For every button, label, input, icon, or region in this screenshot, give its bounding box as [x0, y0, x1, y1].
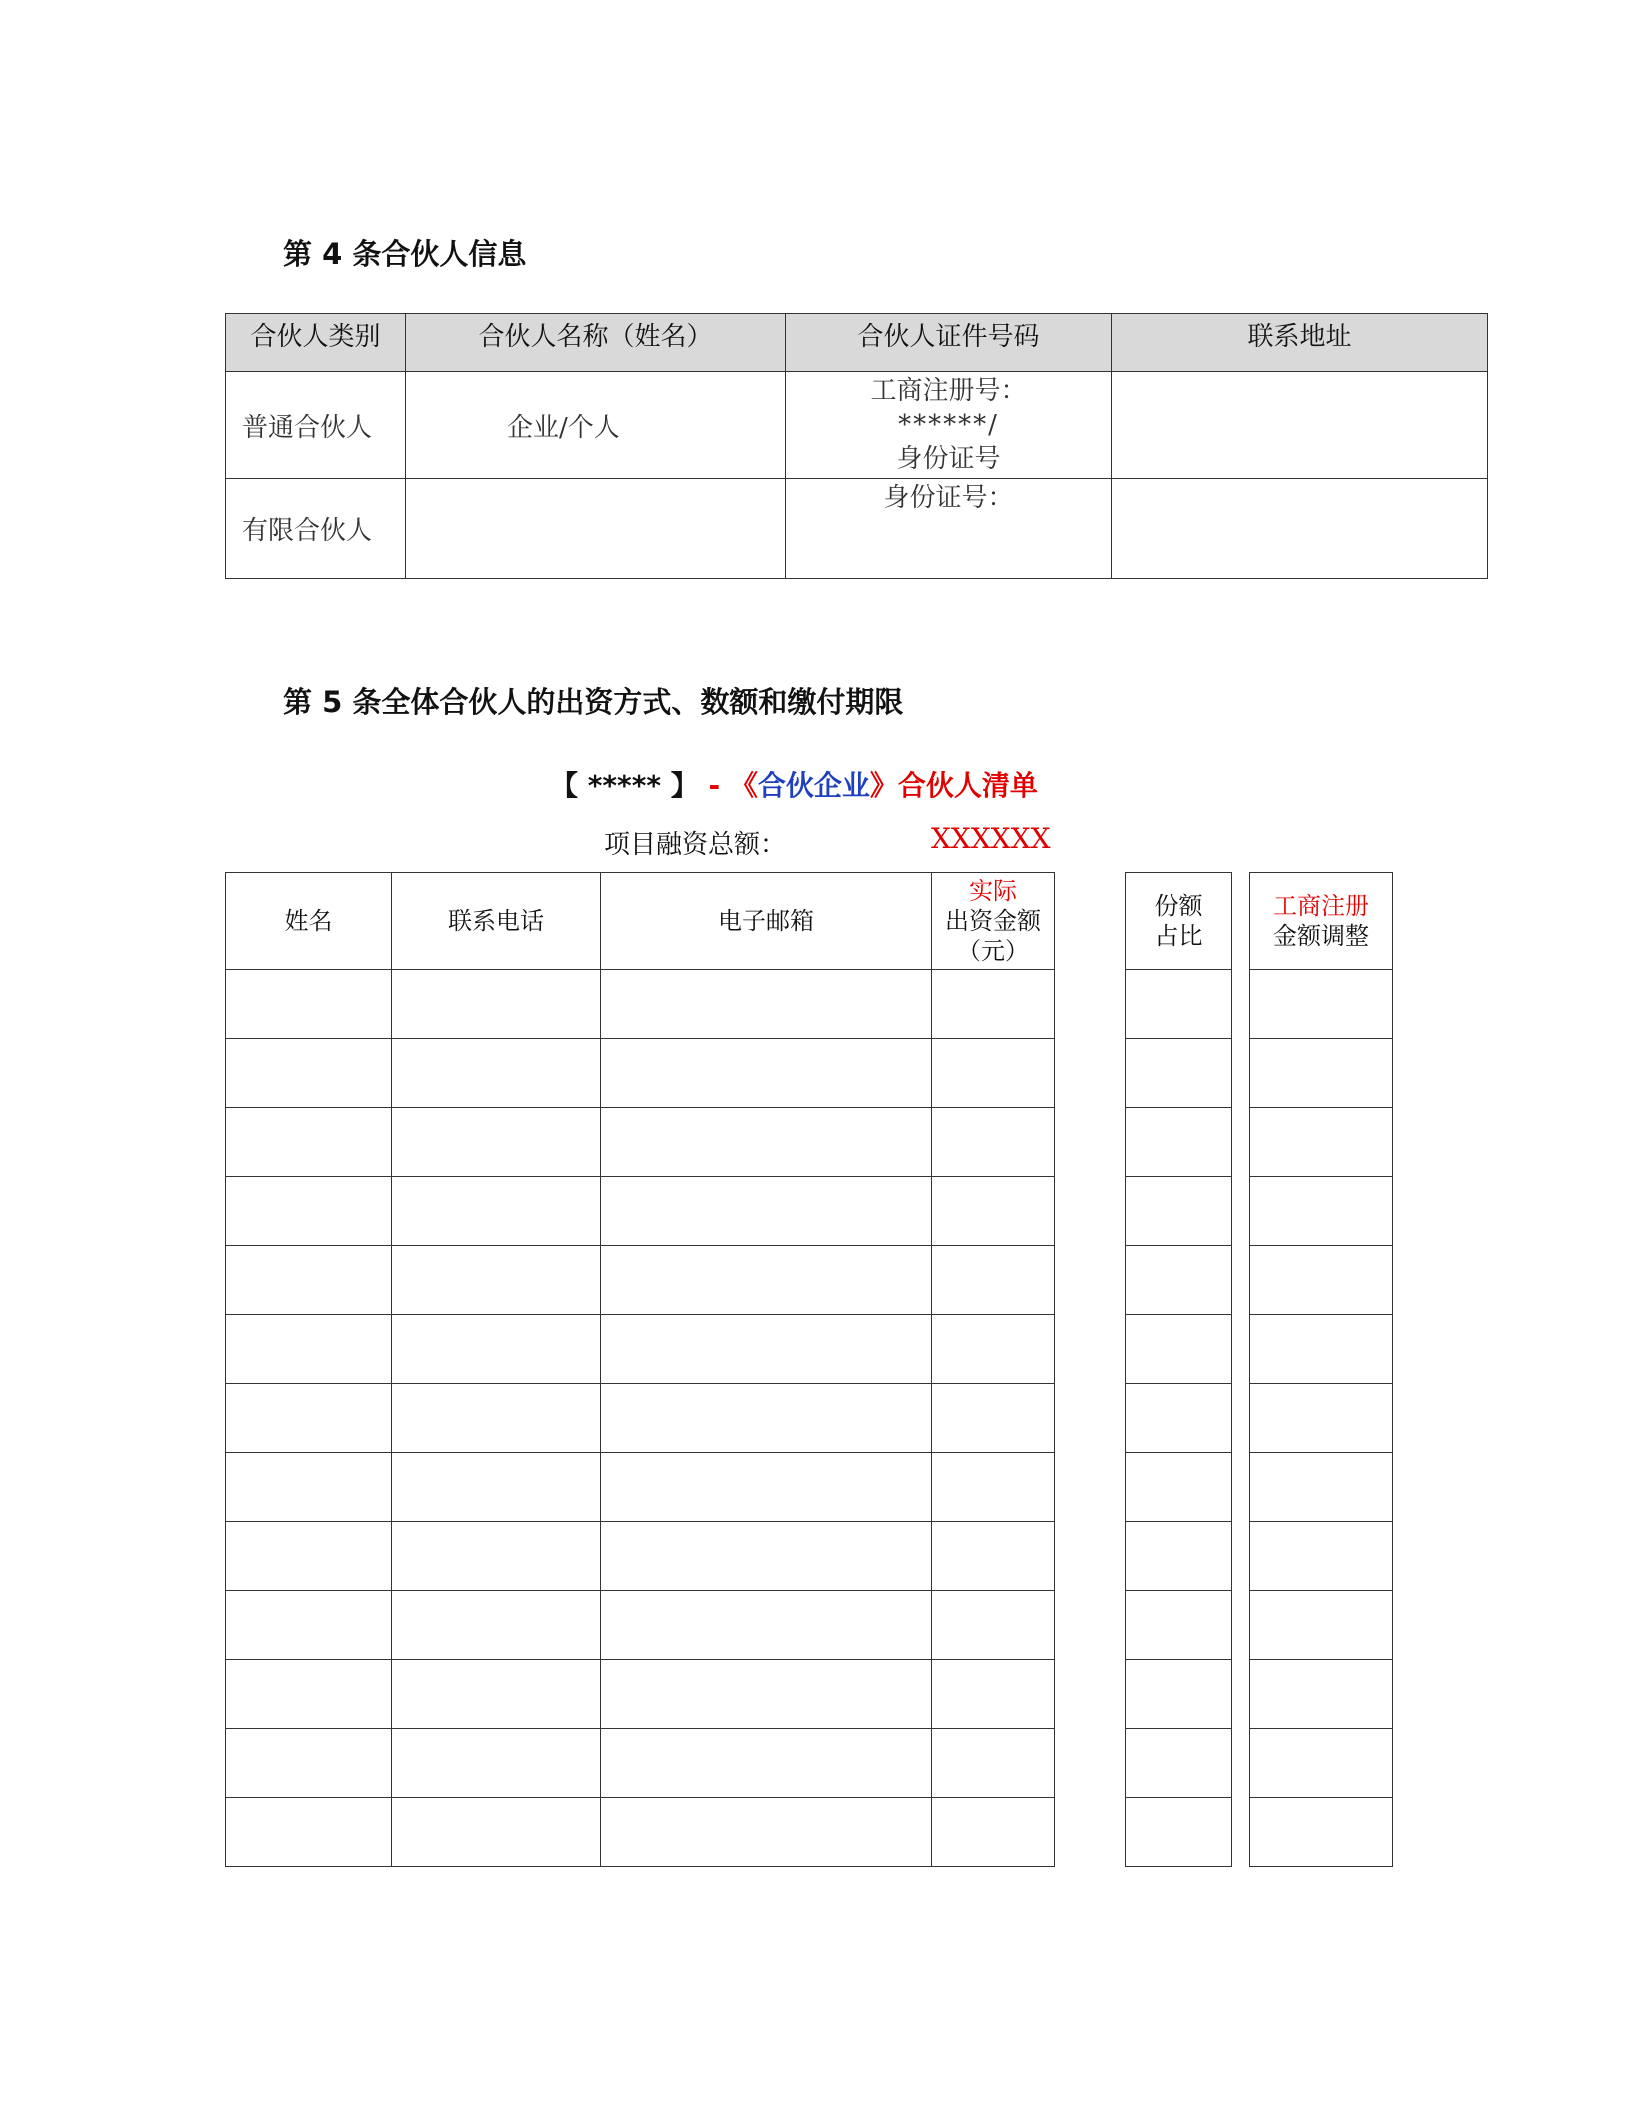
table-row [1250, 1384, 1393, 1453]
empty-cell [226, 1591, 392, 1660]
empty-cell [1126, 1039, 1232, 1108]
empty-cell [1126, 1729, 1232, 1798]
empty-cell [601, 1384, 932, 1453]
limited-partner-name [406, 479, 786, 579]
empty-cell [226, 1729, 392, 1798]
empty-cell [601, 1522, 932, 1591]
empty-cell [932, 1246, 1055, 1315]
empty-cell [1126, 1453, 1232, 1522]
registration-adjust-table [1249, 872, 1393, 1867]
adjust-header-red: 工商注册 [1273, 892, 1369, 920]
amount-header-actual: 实际 [969, 877, 1017, 905]
table-row [226, 1591, 1055, 1660]
empty-cell [601, 1660, 932, 1729]
partner-list-table [225, 872, 1055, 1867]
table-row [1250, 970, 1393, 1039]
id-line-id-card: 身份证号 [896, 444, 1001, 474]
empty-cell [226, 1108, 392, 1177]
amount-header-line2: 出资金额 [945, 907, 1041, 935]
empty-cell [1250, 1453, 1393, 1522]
table-row [1250, 1660, 1393, 1729]
empty-cell [932, 1177, 1055, 1246]
table-row [1126, 970, 1232, 1039]
empty-cell [601, 1039, 932, 1108]
col-email-header: 电子邮箱 [601, 873, 932, 970]
table-row [226, 1177, 1055, 1246]
financing-total-label: 项目融资总额： [604, 830, 787, 860]
empty-cell [226, 1660, 392, 1729]
title-enterprise: 合伙企业 [757, 769, 870, 802]
empty-cell [1250, 1591, 1393, 1660]
table-row [1126, 1591, 1232, 1660]
empty-cell [1126, 1246, 1232, 1315]
id-line-masked: ******/ [898, 410, 999, 440]
empty-cell [1250, 1660, 1393, 1729]
header-address: 联系地址 [1112, 314, 1488, 372]
empty-cell [1250, 1798, 1393, 1867]
title-bracket-open: 【 [550, 769, 579, 802]
empty-cell [1250, 1315, 1393, 1384]
empty-cell [392, 1591, 601, 1660]
table-row [1250, 1039, 1393, 1108]
empty-cell [392, 1246, 601, 1315]
table-row [1126, 1315, 1232, 1384]
empty-cell [932, 970, 1055, 1039]
empty-cell [601, 1591, 932, 1660]
table-row [226, 1522, 1055, 1591]
table-row [226, 1798, 1055, 1867]
share-ratio-table [1125, 872, 1232, 1867]
empty-cell [392, 1315, 601, 1384]
empty-cell [932, 1039, 1055, 1108]
share-header-row [1126, 873, 1232, 970]
table-row [226, 970, 1055, 1039]
table-row [1126, 1453, 1232, 1522]
general-partner-id [786, 372, 1112, 479]
id-line-registration: 工商注册号： [870, 376, 1027, 406]
empty-cell [392, 1522, 601, 1591]
empty-cell [601, 1246, 932, 1315]
section-5-heading: 第 5 条全体合伙人的出资方式、数额和缴付期限 [283, 685, 904, 719]
table-row [1126, 1729, 1232, 1798]
empty-cell [226, 1453, 392, 1522]
amount-header-line3: （元） [957, 937, 1029, 965]
empty-cell [601, 1177, 932, 1246]
empty-cell [1126, 970, 1232, 1039]
empty-cell [392, 1177, 601, 1246]
table-row [1250, 1315, 1393, 1384]
empty-cell [1126, 1315, 1232, 1384]
table-row [1250, 1798, 1393, 1867]
empty-cell [601, 1453, 932, 1522]
partner-list-title [550, 764, 1038, 804]
empty-cell [1126, 1384, 1232, 1453]
table-row [226, 1384, 1055, 1453]
title-bracket-close: 】 [670, 769, 699, 802]
header-category: 合伙人类别 [226, 314, 406, 372]
limited-partner-id: 身份证号： [786, 479, 1112, 579]
empty-cell [226, 1177, 392, 1246]
table-row [1250, 1108, 1393, 1177]
table-row [226, 479, 1488, 579]
title-quote-open: 《 [729, 769, 758, 802]
empty-cell [392, 1729, 601, 1798]
table-row [1250, 1453, 1393, 1522]
empty-cell [392, 1660, 601, 1729]
col-adjust-header [1250, 873, 1393, 970]
table-row [1250, 1729, 1393, 1798]
table-row [1126, 1798, 1232, 1867]
table-row [1126, 1384, 1232, 1453]
empty-cell [601, 1108, 932, 1177]
empty-cell [392, 1384, 601, 1453]
empty-cell [1250, 970, 1393, 1039]
table-row [1126, 1246, 1232, 1315]
section-4-heading: 第 4 条合伙人信息 [283, 237, 527, 271]
table-row [1250, 1522, 1393, 1591]
empty-cell [932, 1384, 1055, 1453]
empty-cell [226, 970, 392, 1039]
share-header-line1: 份额 [1154, 892, 1203, 920]
empty-cell [932, 1660, 1055, 1729]
empty-cell [392, 970, 601, 1039]
empty-cell [932, 1108, 1055, 1177]
header-id-number: 合伙人证件号码 [786, 314, 1112, 372]
table-row [226, 1108, 1055, 1177]
title-dash: - [708, 769, 721, 802]
empty-cell [392, 1798, 601, 1867]
table-row [226, 1729, 1055, 1798]
table-row [226, 1246, 1055, 1315]
table-row [226, 1660, 1055, 1729]
title-quote-close: 》 [869, 769, 898, 802]
table-row [226, 1315, 1055, 1384]
empty-cell [392, 1453, 601, 1522]
empty-cell [226, 1315, 392, 1384]
empty-cell [932, 1522, 1055, 1591]
table-row [1250, 1177, 1393, 1246]
empty-cell [226, 1246, 392, 1315]
table-row [1250, 1246, 1393, 1315]
empty-cell [932, 1315, 1055, 1384]
table-row [1126, 1039, 1232, 1108]
empty-cell [932, 1729, 1055, 1798]
empty-cell [601, 1315, 932, 1384]
empty-cell [1250, 1108, 1393, 1177]
empty-cell [1126, 1108, 1232, 1177]
col-phone-header: 联系电话 [392, 873, 601, 970]
empty-cell [226, 1384, 392, 1453]
table-row [1126, 1660, 1232, 1729]
col-name-header: 姓名 [226, 873, 392, 970]
empty-cell [392, 1108, 601, 1177]
empty-cell [1126, 1177, 1232, 1246]
partner-table-header-row [226, 314, 1488, 372]
empty-cell [1250, 1384, 1393, 1453]
partner-list-header-row [226, 873, 1055, 970]
header-name: 合伙人名称（姓名） [406, 314, 786, 372]
empty-cell [226, 1798, 392, 1867]
empty-cell [932, 1453, 1055, 1522]
adjust-header-row [1250, 873, 1393, 970]
empty-cell [1126, 1798, 1232, 1867]
table-row [1126, 1108, 1232, 1177]
table-row [226, 372, 1488, 479]
empty-cell [932, 1591, 1055, 1660]
table-row [1250, 1591, 1393, 1660]
limited-partner-address [1112, 479, 1488, 579]
empty-cell [1250, 1522, 1393, 1591]
empty-cell [601, 970, 932, 1039]
empty-cell [1126, 1591, 1232, 1660]
empty-cell [1250, 1039, 1393, 1108]
title-stars: ***** [587, 769, 661, 802]
adjust-header-line2: 金额调整 [1273, 922, 1369, 950]
financing-total-value: XXXXXX [931, 822, 1051, 855]
empty-cell [1126, 1522, 1232, 1591]
empty-cell [226, 1039, 392, 1108]
empty-cell [932, 1798, 1055, 1867]
col-amount-header [932, 873, 1055, 970]
table-row [1126, 1177, 1232, 1246]
empty-cell [226, 1522, 392, 1591]
table-row [1126, 1522, 1232, 1591]
empty-cell [1250, 1246, 1393, 1315]
share-header-line2: 占比 [1154, 922, 1203, 950]
empty-cell [601, 1729, 932, 1798]
empty-cell [1126, 1660, 1232, 1729]
general-partner-category: 普通合伙人 [226, 372, 406, 479]
col-share-header [1126, 873, 1232, 970]
empty-cell [1250, 1177, 1393, 1246]
partner-info-table [225, 313, 1488, 579]
general-partner-address [1112, 372, 1488, 479]
title-suffix: 合伙人清单 [897, 769, 1038, 802]
empty-cell [601, 1798, 932, 1867]
empty-cell [1250, 1729, 1393, 1798]
empty-cell [392, 1039, 601, 1108]
limited-partner-category: 有限合伙人 [226, 479, 406, 579]
general-partner-name: 企业/个人 [406, 372, 786, 479]
table-row [226, 1039, 1055, 1108]
table-row [226, 1453, 1055, 1522]
